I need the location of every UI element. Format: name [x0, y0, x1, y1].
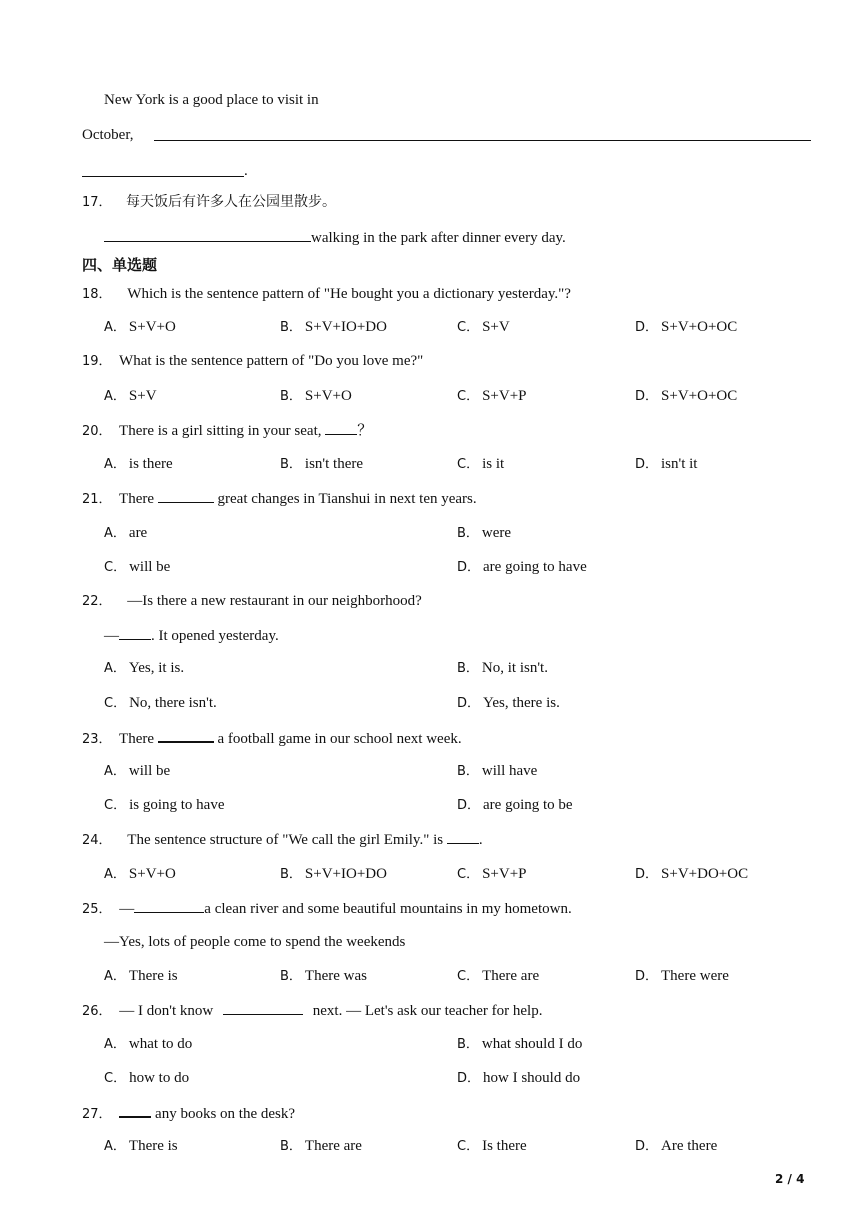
- question-number: 24．: [82, 833, 112, 848]
- option-b[interactable]: B． S+V+IO+DO: [280, 866, 387, 882]
- option-c[interactable]: C． will be: [104, 559, 171, 575]
- q16-line1: New York is a good place to visit in: [104, 92, 319, 108]
- option-c[interactable]: C． S+V: [457, 319, 510, 335]
- answer-blank[interactable]: [158, 488, 214, 503]
- option-a[interactable]: A． S+V+O: [104, 319, 176, 335]
- question-19: [82, 351, 423, 372]
- option-d[interactable]: D． Are there: [635, 1138, 718, 1154]
- answer-blank[interactable]: [134, 898, 204, 913]
- question-21: 21． There great changes in Tianshui in next ten years.: [82, 488, 477, 510]
- option-c[interactable]: C． S+V+P: [457, 388, 527, 404]
- question-text: 每天饭后有许多人在公园里散步。: [126, 194, 336, 210]
- option-a[interactable]: A． will be: [104, 763, 171, 779]
- question-number: 21．: [82, 492, 112, 507]
- option-a[interactable]: A． is there: [104, 456, 173, 472]
- option-c[interactable]: C． No, there isn't.: [104, 695, 217, 711]
- question-number: 20．: [82, 424, 112, 439]
- option-a[interactable]: A． S+V: [104, 388, 157, 404]
- question-number: 27．: [82, 1107, 112, 1122]
- page-number: 2 / 4: [775, 1172, 805, 1186]
- option-c[interactable]: C． There are: [457, 968, 540, 984]
- option-b[interactable]: B． S+V+IO+DO: [280, 319, 387, 335]
- answer-blank[interactable]: [104, 227, 311, 242]
- option-b[interactable]: B． There are: [280, 1138, 362, 1154]
- section-heading: 四、单选题: [82, 256, 158, 274]
- question-26: 26． — I don't know next. — Let's ask our teacher for help.: [82, 1000, 542, 1022]
- option-a[interactable]: A． Yes, it is.: [104, 660, 185, 676]
- option-d[interactable]: D． are going to be: [457, 797, 573, 813]
- answer-blank[interactable]: [447, 829, 479, 844]
- question-24: 24． The sentence structure of "We call the girl Emily." is .: [82, 829, 483, 851]
- question-number: 23．: [82, 732, 112, 747]
- question-stem: Which is the sentence pattern of "He bought you a dictionary yesterday."?: [127, 286, 571, 302]
- question-23: 23． There a football game in our school next week.: [82, 727, 462, 750]
- option-c[interactable]: C． is it: [457, 456, 505, 472]
- answer-blank[interactable]: [119, 1102, 151, 1118]
- question-20: 20． There is a girl sitting in your seat, ？: [82, 420, 372, 442]
- option-c[interactable]: C． how to do: [104, 1070, 190, 1086]
- answer-blank[interactable]: [223, 1000, 303, 1015]
- option-d[interactable]: D． how I should do: [457, 1070, 581, 1086]
- option-a[interactable]: A． There is: [104, 968, 178, 984]
- option-d[interactable]: D． There were: [635, 968, 729, 984]
- option-b[interactable]: B． isn't there: [280, 456, 364, 472]
- answer-blank[interactable]: [82, 176, 244, 177]
- option-c[interactable]: C． Is there: [457, 1138, 527, 1154]
- option-b[interactable]: B． were: [457, 525, 512, 541]
- answer-blank[interactable]: [119, 625, 151, 640]
- question-22: [82, 591, 422, 612]
- option-c[interactable]: C． S+V+P: [457, 866, 527, 882]
- option-b[interactable]: B． There was: [280, 968, 367, 984]
- q22-line2: — . It opened yesterday.: [104, 625, 279, 646]
- question-number: 22．: [82, 594, 112, 609]
- option-b[interactable]: B． No, it isn't.: [457, 660, 548, 676]
- answer-blank[interactable]: [158, 727, 214, 743]
- option-b[interactable]: B． will have: [457, 763, 538, 779]
- answer-blank[interactable]: [154, 140, 811, 141]
- option-d[interactable]: D． S+V+O+OC: [635, 388, 738, 404]
- q17-answer-text: walking in the park after dinner every day.: [311, 230, 566, 246]
- option-a[interactable]: A． There is: [104, 1138, 178, 1154]
- question-17: [82, 192, 336, 213]
- question-number: 17．: [82, 195, 112, 210]
- q16-line2-prefix: October,: [82, 127, 134, 143]
- option-a[interactable]: A． are: [104, 525, 148, 541]
- question-stem: —Is there a new restaurant in our neighborhood?: [127, 593, 422, 609]
- q25-line2: —Yes, lots of people come to spend the weekends: [104, 934, 406, 950]
- question-number: 26．: [82, 1004, 112, 1019]
- option-c[interactable]: C． is going to have: [104, 797, 225, 813]
- question-number: 19．: [82, 354, 112, 369]
- question-stem: There is a girl sitting in your seat,: [119, 423, 322, 439]
- option-a[interactable]: A． S+V+O: [104, 866, 176, 882]
- question-number: 18．: [82, 287, 112, 302]
- option-d[interactable]: D． S+V+O+OC: [635, 319, 738, 335]
- option-d[interactable]: D． isn't it: [635, 456, 698, 472]
- option-b[interactable]: B． what should I do: [457, 1036, 583, 1052]
- q16-period: .: [244, 163, 248, 179]
- question-25: 25． — a clean river and some beautiful mountains in my hometown.: [82, 898, 572, 920]
- q17-answer-line: [104, 227, 566, 248]
- question-27: 27． any books on the desk?: [82, 1102, 295, 1125]
- question-18: [82, 284, 571, 305]
- question-number: 25．: [82, 902, 112, 917]
- option-a[interactable]: A． what to do: [104, 1036, 193, 1052]
- option-b[interactable]: B． S+V+O: [280, 388, 352, 404]
- option-d[interactable]: D． Yes, there is.: [457, 695, 560, 711]
- question-stem: What is the sentence pattern of "Do you love me?": [119, 353, 424, 369]
- option-d[interactable]: D． S+V+DO+OC: [635, 866, 749, 882]
- option-d[interactable]: D． are going to have: [457, 559, 587, 575]
- answer-blank[interactable]: [325, 420, 357, 435]
